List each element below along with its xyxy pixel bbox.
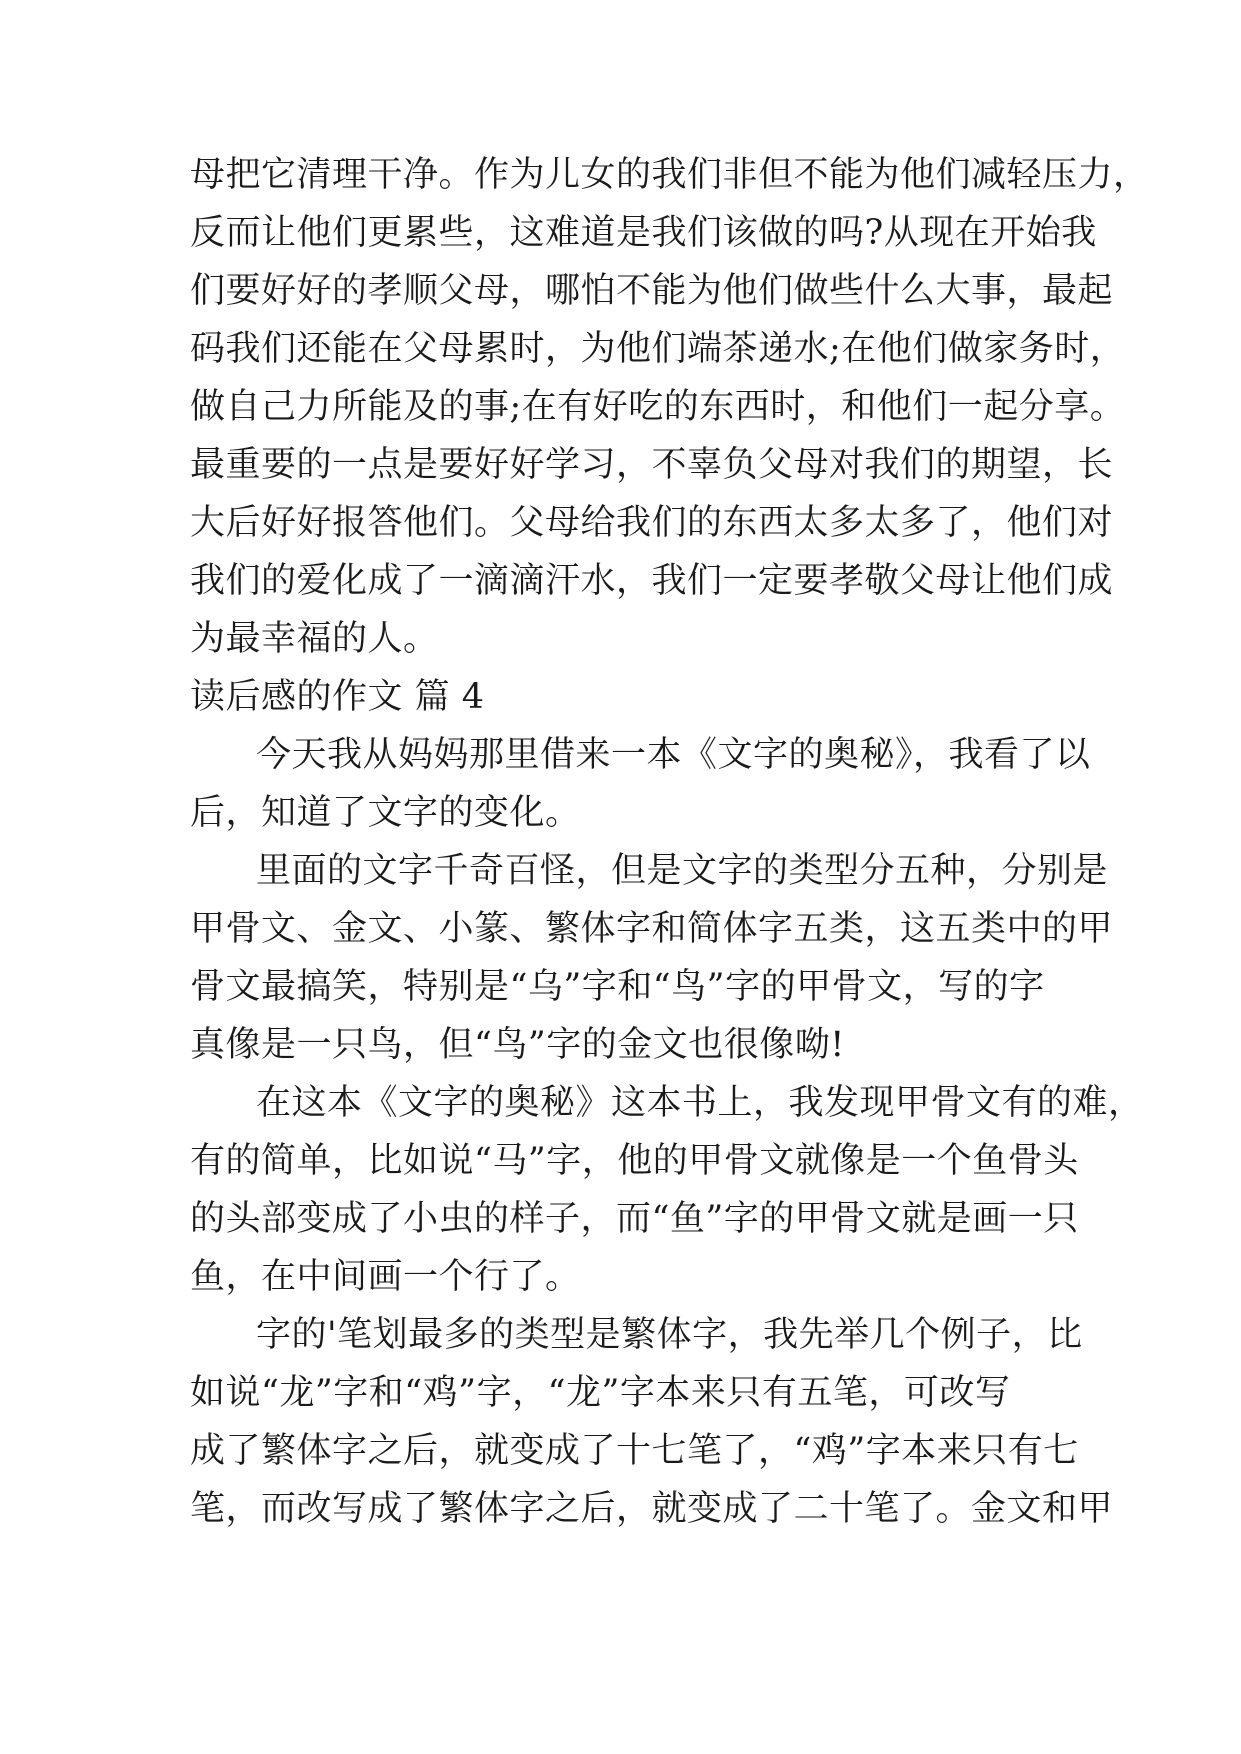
- paragraph-line: 鱼，在中间画一个行了。: [190, 1257, 581, 1297]
- paragraph-line: 有的简单，比如说“马”字，他的甲骨文就像是一个鱼骨头: [190, 1141, 1079, 1181]
- paragraph-line: 反而让他们更累些，这难道是我们该做的吗?从现在开始我: [190, 213, 1097, 253]
- paragraph-line: 真像是一只鸟，但“鸟”字的金文也很像呦!: [190, 1025, 845, 1065]
- paragraph-line: 母把它清理干净。作为儿女的我们非但不能为他们减轻压力，: [190, 155, 1149, 195]
- paragraph-line: 里面的文字千奇百怪，但是文字的类型分五种，分别是: [256, 851, 1109, 891]
- paragraph-line: 字的'笔划最多的类型是繁体字，我先举几个例子，比: [256, 1315, 1083, 1355]
- section-heading: 读后感的作文 篇 4: [190, 677, 485, 717]
- paragraph-line: 的头部变成了小虫的样子，而“鱼”字的甲骨文就是画一只: [190, 1199, 1079, 1239]
- paragraph-line: 笔，而改写成了繁体字之后，就变成了二十笔了。金文和甲: [190, 1489, 1114, 1529]
- paragraph-line: 今天我从妈妈那里借来一本《文字的奥秘》，我看了以: [256, 735, 1091, 775]
- paragraph-line: 骨文最搞笑，特别是“乌”字和“鸟”字的甲骨文，写的字: [190, 967, 1045, 1007]
- paragraph-line: 为最幸福的人。: [190, 619, 439, 659]
- paragraph-line: 码我们还能在父母累时，为他们端茶递水;在他们做家务时，: [190, 329, 1126, 369]
- paragraph-line: 大后好好报答他们。父母给我们的东西太多太多了，他们对: [190, 503, 1114, 543]
- paragraph-line: 最重要的一点是要好好学习，不辜负父母对我们的期望，长: [190, 445, 1114, 485]
- paragraph-line: 们要好好的孝顺父母，哪怕不能为他们做些什么大事，最起: [190, 271, 1114, 311]
- paragraph-line: 如说“龙”字和“鸡”字，“龙”字本来只有五笔，可改写: [190, 1373, 1011, 1413]
- paragraph-line: 在这本《文字的奥秘》这本书上，我发现甲骨文有的难，: [256, 1083, 1144, 1123]
- paragraph-line: 甲骨文、金文、小篆、繁体字和简体字五类，这五类中的甲: [190, 909, 1114, 949]
- paragraph-line: 做自己力所能及的事;在有好吃的东西时，和他们一起分享。: [190, 387, 1126, 427]
- paragraph-line: 我们的爱化成了一滴滴汗水，我们一定要孝敬父母让他们成: [190, 561, 1114, 601]
- paragraph-line: 成了繁体字之后，就变成了十七笔了，“鸡”字本来只有七: [190, 1431, 1079, 1471]
- paragraph-line: 后，知道了文字的变化。: [190, 793, 581, 833]
